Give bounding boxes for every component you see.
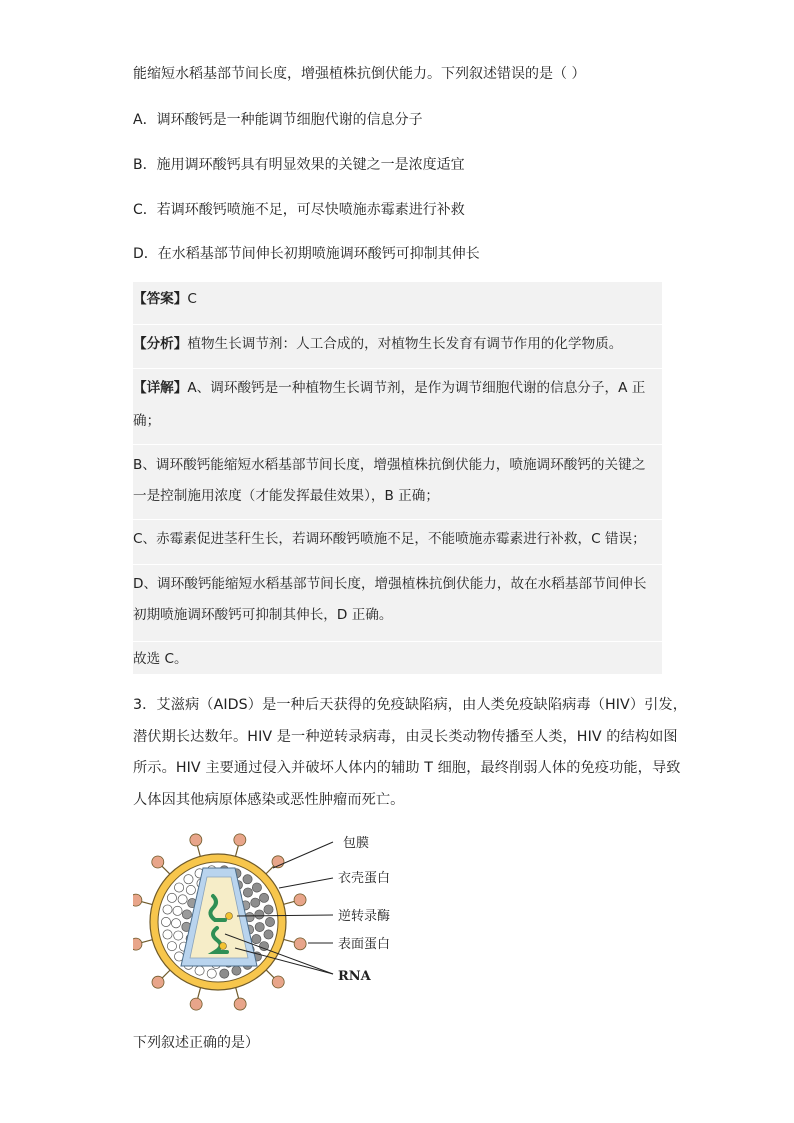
detail-b-line1: B、调环酸钙能缩短水稻基部节间长度，增强植株抗倒伏能力，喷施调环酸钙的关键之: [133, 457, 646, 473]
answer-value: C: [187, 291, 197, 307]
capsid-protein-bead: [174, 883, 183, 892]
analysis-text: 植物生长调节剂：人工合成的，对植物生长发育有调节作用的化学物质。: [187, 336, 623, 352]
divider: [133, 324, 662, 325]
capsid-protein-bead: [265, 917, 274, 926]
capsid-protein-bead: [195, 966, 204, 975]
label-rna: RNA: [338, 969, 371, 984]
question-stem-tail: 能缩短水稻基部节间长度，增强植株抗倒伏能力。下列叙述错误的是（ ）: [133, 66, 586, 82]
surface-protein: [190, 998, 202, 1010]
option-a: A．调环酸钙是一种能调节细胞代谢的信息分子: [133, 112, 423, 128]
capsid-protein-bead: [252, 934, 261, 943]
capsid-protein-bead: [255, 922, 264, 931]
surface-protein: [234, 834, 246, 846]
question-3-line2: 潜伏期长达数年。HIV 是一种逆转录病毒，由灵长类动物传播至人类，HIV 的结构如图: [133, 728, 678, 745]
option-d: D．在水稻基部节间伸长初期喷施调环酸钙可抑制其伸长: [133, 246, 480, 262]
capsid-protein-bead: [167, 942, 176, 951]
capsid-protein-bead: [182, 910, 191, 919]
surface-protein: [190, 834, 202, 846]
capsid-protein-bead: [163, 930, 172, 939]
capsid-protein-bead: [255, 910, 264, 919]
surface-protein: [133, 894, 142, 906]
capsid-protein-bead: [174, 931, 183, 940]
surface-protein: [152, 856, 164, 868]
capsid-protein-bead: [243, 888, 252, 897]
detail-d-line2: 初期喷施调环酸钙可抑制其伸长，D 正确。: [133, 607, 393, 623]
option-b: B．施用调环酸钙具有明显效果的关键之一是浓度适宜: [133, 157, 465, 173]
capsid-protein-bead: [264, 905, 273, 914]
label-capsid-protein: 衣壳蛋白: [338, 871, 391, 886]
detail-a-line1: [133, 373, 645, 403]
label-envelope: 包膜: [343, 836, 370, 851]
surface-protein: [234, 998, 246, 1010]
capsid-protein-bead: [184, 875, 193, 884]
capsid-protein-bead: [167, 893, 176, 902]
divider: [133, 444, 662, 445]
label-surface-protein: 表面蛋白: [338, 937, 391, 952]
surface-protein: [152, 976, 164, 988]
divider: [133, 519, 662, 520]
reverse-transcriptase: [226, 913, 233, 920]
analysis-line: [133, 329, 622, 359]
divider: [133, 641, 662, 642]
detail-label: 【详解】: [133, 380, 188, 396]
reverse-transcriptase: [220, 943, 227, 950]
answer-block: [133, 282, 662, 674]
detail-c-line: C、赤霉素促进茎秆生长，若调环酸钙喷施不足，不能喷施赤霉素进行补救，C 错误；: [133, 531, 646, 547]
capsid-protein-bead: [163, 905, 172, 914]
capsid-protein-bead: [161, 917, 170, 926]
detail-b-line2: 一是控制施用浓度（才能发挥最佳效果），B 正确；: [133, 488, 439, 504]
capsid-protein-bead: [232, 966, 241, 975]
label-reverse-transcriptase: 逆转录酶: [338, 909, 391, 924]
capsid-protein-bead: [264, 930, 273, 939]
answer-label: 【答案】: [133, 291, 188, 307]
surface-protein: [294, 938, 306, 950]
capsid-protein-bead: [259, 893, 268, 902]
capsid-protein-bead: [251, 898, 260, 907]
divider: [133, 368, 662, 369]
option-c: C．若调环酸钙喷施不足，可尽快喷施赤霉素进行补救: [133, 202, 465, 218]
surface-protein: [294, 894, 306, 906]
detail-a-text: A、调环酸钙是一种植物生长调节剂，是作为调节细胞代谢的信息分子，A 正: [187, 380, 646, 396]
capsid-protein-bead: [178, 895, 187, 904]
detail-a-line2: 确；: [133, 413, 161, 429]
capsid-protein-bead: [171, 919, 180, 928]
surface-protein: [272, 976, 284, 988]
divider: [133, 564, 662, 565]
question-3-line1: 3．艾滋病（AIDS）是一种后天获得的免疫缺陷病，由人类免疫缺陷病毒（HIV）引发，: [133, 697, 687, 713]
question-3-line4: 人体因其他病原体感染或恶性肿瘤而死亡。: [133, 791, 405, 808]
hiv-structure-figure: [133, 830, 423, 1015]
question-3-paragraph: [133, 690, 693, 816]
capsid-protein-bead: [207, 969, 216, 978]
surface-protein: [133, 938, 142, 950]
capsid-protein-bead: [243, 875, 252, 884]
capsid-protein-bead: [173, 906, 182, 915]
detail-conclusion: 故选 C。: [133, 651, 188, 667]
detail-d-line1: D、调环酸钙能缩短水稻基部节间长度，增强植株抗倒伏能力，故在水稻基部节间伸长: [133, 576, 647, 592]
answer-line: [133, 284, 197, 314]
question-3-line3: 所示。HIV 主要通过侵入并破坏人体内的辅助 T 细胞，最终削弱人体的免疫功能，导致: [133, 760, 681, 776]
capsid-protein-bead: [186, 885, 195, 894]
analysis-label: 【分析】: [133, 336, 188, 352]
capsid-protein-bead: [252, 883, 261, 892]
capsid-protein-bead: [220, 969, 229, 978]
next-question-stem: 下列叙述正确的是）: [133, 1035, 259, 1051]
